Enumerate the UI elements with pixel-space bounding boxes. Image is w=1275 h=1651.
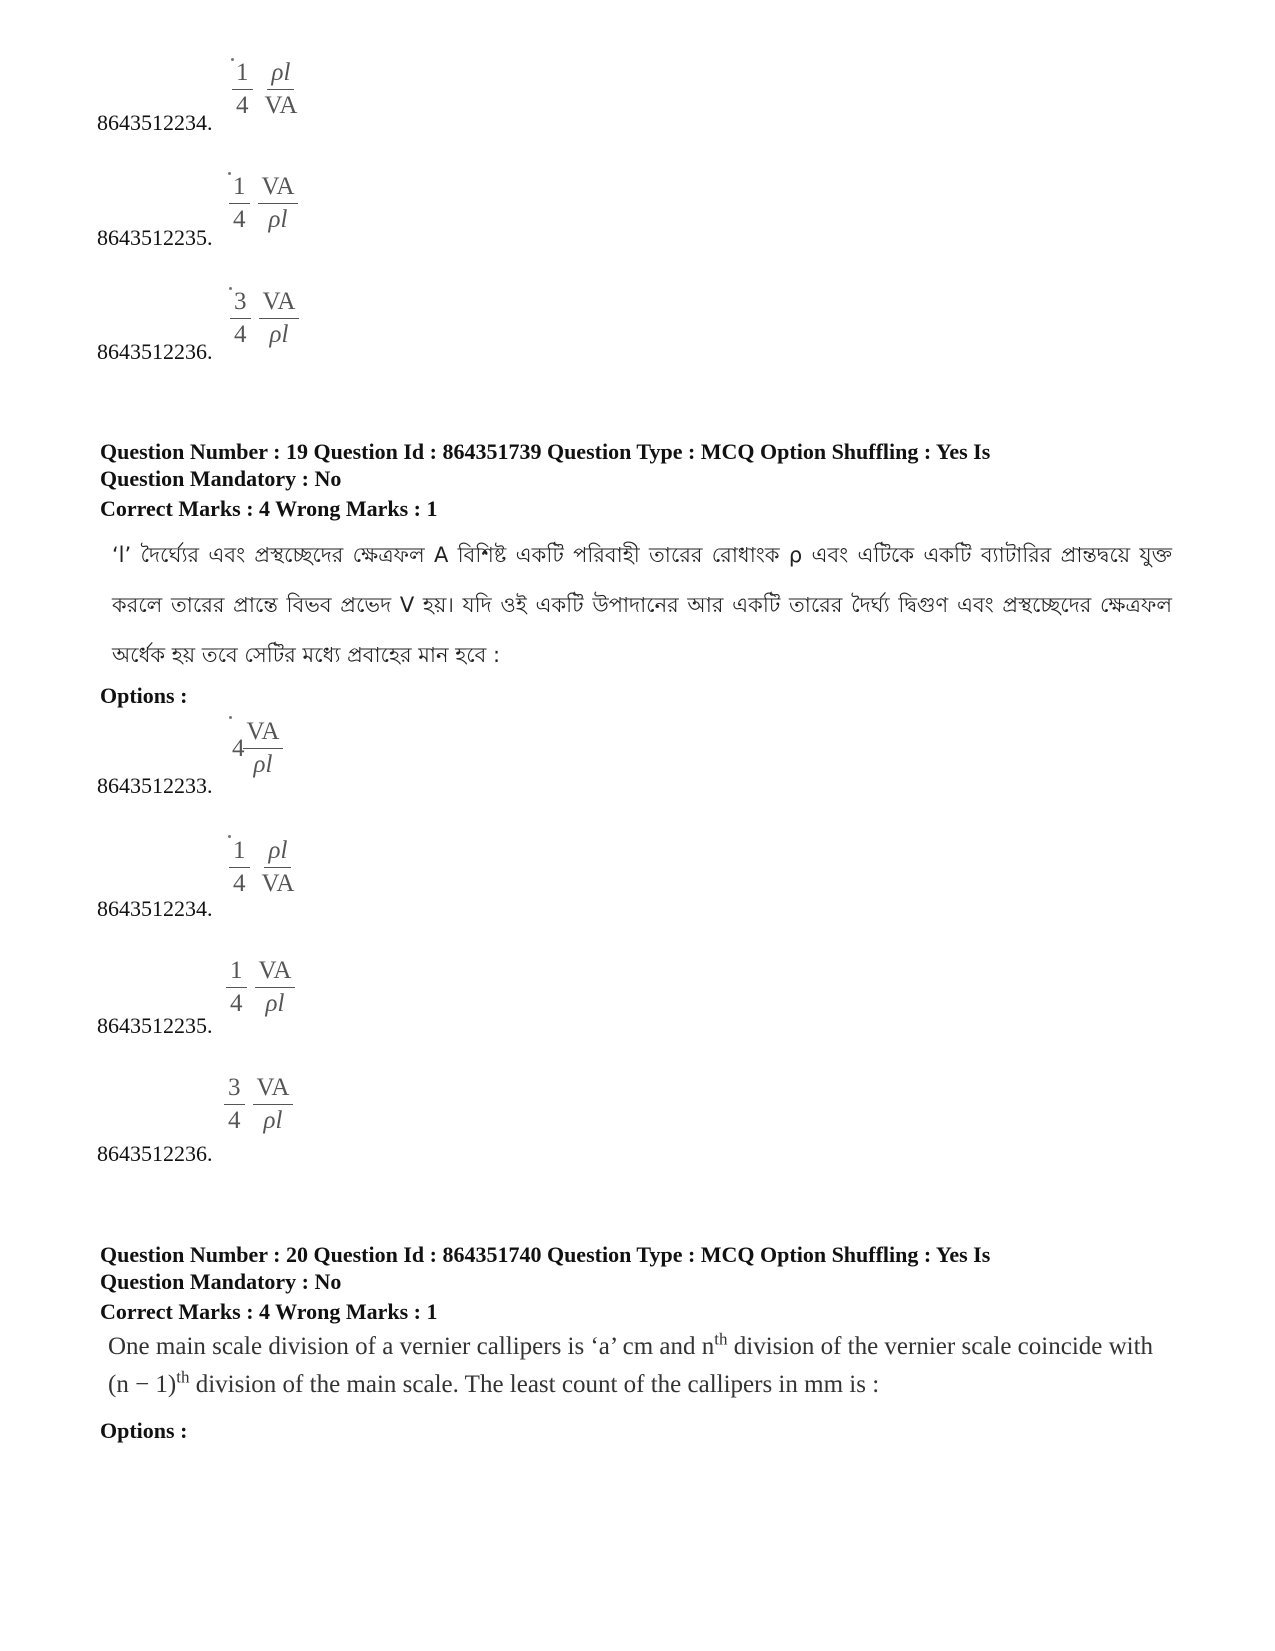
question-header — [100, 1241, 1100, 1295]
option-formula: 3 4 VA ρl — [230, 289, 299, 349]
options-label: Options : — [100, 1418, 188, 1443]
question-text: One main scale division of a vernier callipers is ‘a’ cm and $n^{th}$ division of the vernier scale coincide with $(n - 1)^{th}$ division of the main scale. The least count of the callipers in mm is : — [108, 1329, 1154, 1398]
question-header-line2: Question Mandatory : No — [100, 466, 342, 491]
question-header-line2: Question Mandatory : No — [100, 1269, 342, 1294]
question-text: ‘l’ দৈর্ঘ্যের এবং প্রস্থচ্ছেদের ক্ষেত্রফল A বিশিষ্ট একটি পরিবাহী তারের রোধাংক ρ এবং এটিকে একটি ব্যাটারির প্রান্তদ্বয়ে যুক্ত করলে তারের প্রান্তে বিভব প্রভেদ V হয়। যদি ওই একটি উপাদানের আর একটি তারের দৈর্ঘ্য দ্বিগুণ এবং প্রস্থচ্ছেদের ক্ষেত্রফল অর্ধেক হয় তবে সেটির মধ্যে প্রবাহের মান হবে : — [112, 543, 1172, 667]
question-header-line1: Question Number : 19 Question Id : 864351739 Question Type : MCQ Option Shuffling : Yes Is — [100, 439, 991, 464]
option-id: 8643512234. — [97, 110, 213, 135]
question-marks: Correct Marks : 4 Wrong Marks : 1 — [100, 496, 438, 521]
option-formula: 4 VA ρl — [232, 719, 283, 779]
question-marks: Correct Marks : 4 Wrong Marks : 1 — [100, 1299, 438, 1324]
question-header — [100, 438, 1100, 492]
option-id: 8643512235. — [97, 225, 213, 250]
option-id: 8643512235. — [97, 1013, 213, 1038]
question-header-line1: Question Number : 20 Question Id : 864351740 Question Type : MCQ Option Shuffling : Yes Is — [100, 1242, 991, 1267]
option-formula: 3 4 VA ρl — [224, 1075, 293, 1135]
option-formula: 1 4 VA ρl — [229, 174, 298, 234]
option-formula: 1 4 VA ρl — [226, 958, 295, 1018]
option-id: 8643512236. — [97, 339, 213, 364]
option-id: 8643512234. — [97, 896, 213, 921]
option-formula: 1 4 ρl VA — [232, 60, 301, 120]
option-id: 8643512236. — [97, 1141, 213, 1166]
option-formula: 1 4 ρl VA — [229, 838, 298, 898]
option-id: 8643512233. — [97, 773, 213, 798]
options-label: Options : — [100, 683, 188, 708]
